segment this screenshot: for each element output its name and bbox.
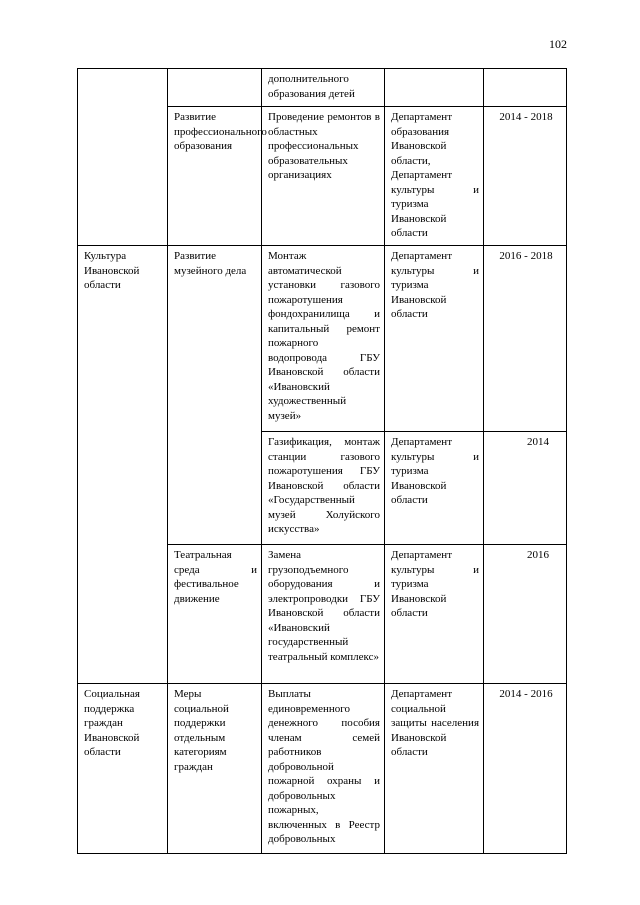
program-cell: Социальная поддержка граждан Ивановской области <box>78 684 168 854</box>
measures-table <box>77 68 567 854</box>
direction-cell: Театральная среда и фестивальное движение <box>168 545 262 684</box>
program-cell <box>78 69 168 246</box>
direction-cell: Развитие профессионального образования <box>168 107 262 246</box>
executor-cell: Департамент культуры и туризма Ивановской области <box>385 545 484 684</box>
event-cell: Выплаты единовременного денежного пособия членам семей работников добровольной пожарной охраны и добровольных пожарных, включенных в Реестр добровольных <box>262 684 385 854</box>
executor-cell: Департамент образования Ивановской области, Департамент культуры и туризма Ивановской области <box>385 107 484 246</box>
table-row <box>78 69 567 107</box>
period-cell <box>484 69 567 107</box>
direction-cell <box>168 69 262 107</box>
table-row <box>78 246 567 432</box>
period-cell: 2016 - 2018 <box>484 246 567 432</box>
table-row <box>78 684 567 854</box>
direction-cell: Развитие музейного дела <box>168 246 262 545</box>
period-cell: 2016 <box>484 545 567 684</box>
executor-cell: Департамент культуры и туризма Ивановской области <box>385 246 484 432</box>
executor-cell <box>385 69 484 107</box>
executor-cell: Департамент социальной защиты населения Ивановской области <box>385 684 484 854</box>
program-cell: Культура Ивановской области <box>78 246 168 684</box>
event-cell: дополнительного образования детей <box>262 69 385 107</box>
event-cell: Проведение ремонтов в областных профессиональных образовательных организациях <box>262 107 385 246</box>
event-cell: Замена грузоподъемного оборудования и электропроводки ГБУ Ивановской области «Ивановский государственный театральный комплекс» <box>262 545 385 684</box>
period-cell: 2014 <box>484 432 567 545</box>
period-cell: 2014 - 2018 <box>484 107 567 246</box>
executor-cell: Департамент культуры и туризма Ивановской области <box>385 432 484 545</box>
direction-cell: Меры социальной поддержки отдельным категориям граждан <box>168 684 262 854</box>
event-cell: Газификация, монтаж станции газового пожаротушения ГБУ Ивановской области «Государственный музей Холуйского искусства» <box>262 432 385 545</box>
page-number: 102 <box>549 37 567 51</box>
event-cell: Монтаж автоматической установки газового пожаротушения фондохранилища и капитальный ремонт пожарного водопровода ГБУ Ивановской области «Ивановский художественный музей» <box>262 246 385 432</box>
period-cell: 2014 - 2016 <box>484 684 567 854</box>
